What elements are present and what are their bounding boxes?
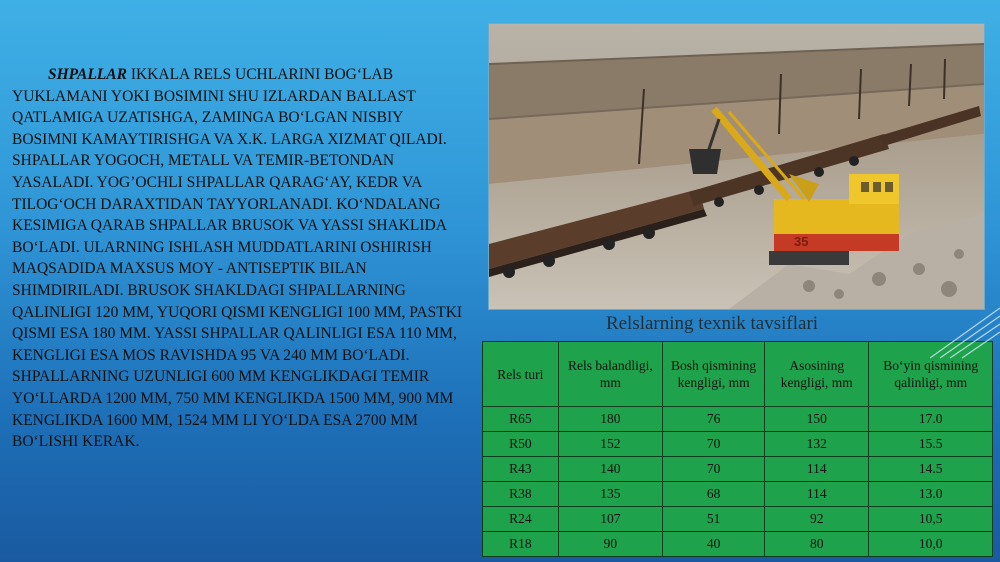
table-cell: 150 [765,407,869,432]
decorative-lines-icon [920,300,1000,360]
table-cell: 114 [765,482,869,507]
main-paragraph [12,64,472,453]
table-cell: 70 [663,432,765,457]
table-row [483,457,993,482]
table-cell: 114 [765,457,869,482]
column-header: Bo‘yin qismining qalinligi, mm [869,342,993,407]
table-row [483,432,993,457]
table-cell: 51 [663,507,765,532]
table-cell: 10,5 [869,507,993,532]
table-cell: 68 [663,482,765,507]
table-cell: 13.0 [869,482,993,507]
table-title: Relslarning texnik tavsiflari [605,313,819,334]
table-cell: 10,0 [869,532,993,557]
table-cell: 140 [558,457,662,482]
table-cell: 70 [663,457,765,482]
table-header-row [483,342,993,407]
table-cell: R38 [483,482,559,507]
table-cell: R18 [483,532,559,557]
table-cell: 107 [558,507,662,532]
paragraph-intro: IKKALA RELS UCHLARINI BOG‘LAB YUKLAMANI YOKI BOSIMINI SHU IZLARDAN BALLAST QATLAMIGA UZATISHGA, ZAMINGA BO‘LGAN NISBIY BOSIMNI KAMAYTIRISHGA VA X.K. LARGA XIZMAT QILADI. [12,66,447,148]
column-header: Asosining kengligi, mm [765,342,869,407]
table-cell: 76 [663,407,765,432]
emphasis-term: SHPALLAR [48,66,127,83]
table-cell: 14.5 [869,457,993,482]
table-row [483,482,993,507]
rail-specs-table [482,341,993,557]
mining-photo [488,23,985,310]
table-cell: R43 [483,457,559,482]
table-cell: R50 [483,432,559,457]
column-header: Rels balandligi, mm [558,342,662,407]
table-cell: 92 [765,507,869,532]
svg-text:35: 35 [794,234,809,249]
table-row [483,507,993,532]
table-cell: 135 [558,482,662,507]
table-cell: 152 [558,432,662,457]
table-cell: 90 [558,532,662,557]
excavator-quarry-image [489,24,984,309]
table-cell: 132 [765,432,869,457]
table-row [483,532,993,557]
table-cell: 80 [765,532,869,557]
table-row [483,407,993,432]
paragraph-body: SHPALLAR YOGOCH, METALL VA TEMIR-BETONDAN YASALADI. YOG’OCHLI SHPALLAR QARAG‘AY, KEDR VA TILOG‘OCH DARAXTIDAN TAYYORLANADI. KO‘NDALANG KESIMIGA QARAB SHPALLAR BRUSOK VA YASSI SHAKLIDA BO‘LADI. ULARNING ISHLASH MUDDATLARINI OSHIRISH MAQSADIDA MAXSUS MOY - ANTISEPTIK BILAN SHIMDIRILADI. BRUSOK SHAKLDAGI SHPALLARNING QALINLIGI 120 MM, YUQORI QISMI KENGLIGI 100 MM, PASTKI QISMI ESA 180 MM. YASSI SHPALLAR QALINLIGI ESA 110 MM, KENGLIGI ESA MOS RAVISHDA 95 VA 240 MM BO‘LADI. SHPALLARNING UZUNLIGI 600 MM KENGLIKDAGI TEMIR YO‘LLARDA 1200 MM, 750 MM KENGLIKDA 1500 MM, 900 MM KENGLIKDA 1600 MM, 1524 MM LI YO‘LDA ESA 2700 MM BO‘LISHI KERAK. [12,152,463,451]
table-cell: 17.0 [869,407,993,432]
table-cell: 15.5 [869,432,993,457]
table-cell: R65 [483,407,559,432]
table-cell: 180 [558,407,662,432]
column-header: Bosh qismining kengligi, mm [663,342,765,407]
table-cell: R24 [483,507,559,532]
table-cell: 40 [663,532,765,557]
column-header: Rels turi [483,342,559,407]
